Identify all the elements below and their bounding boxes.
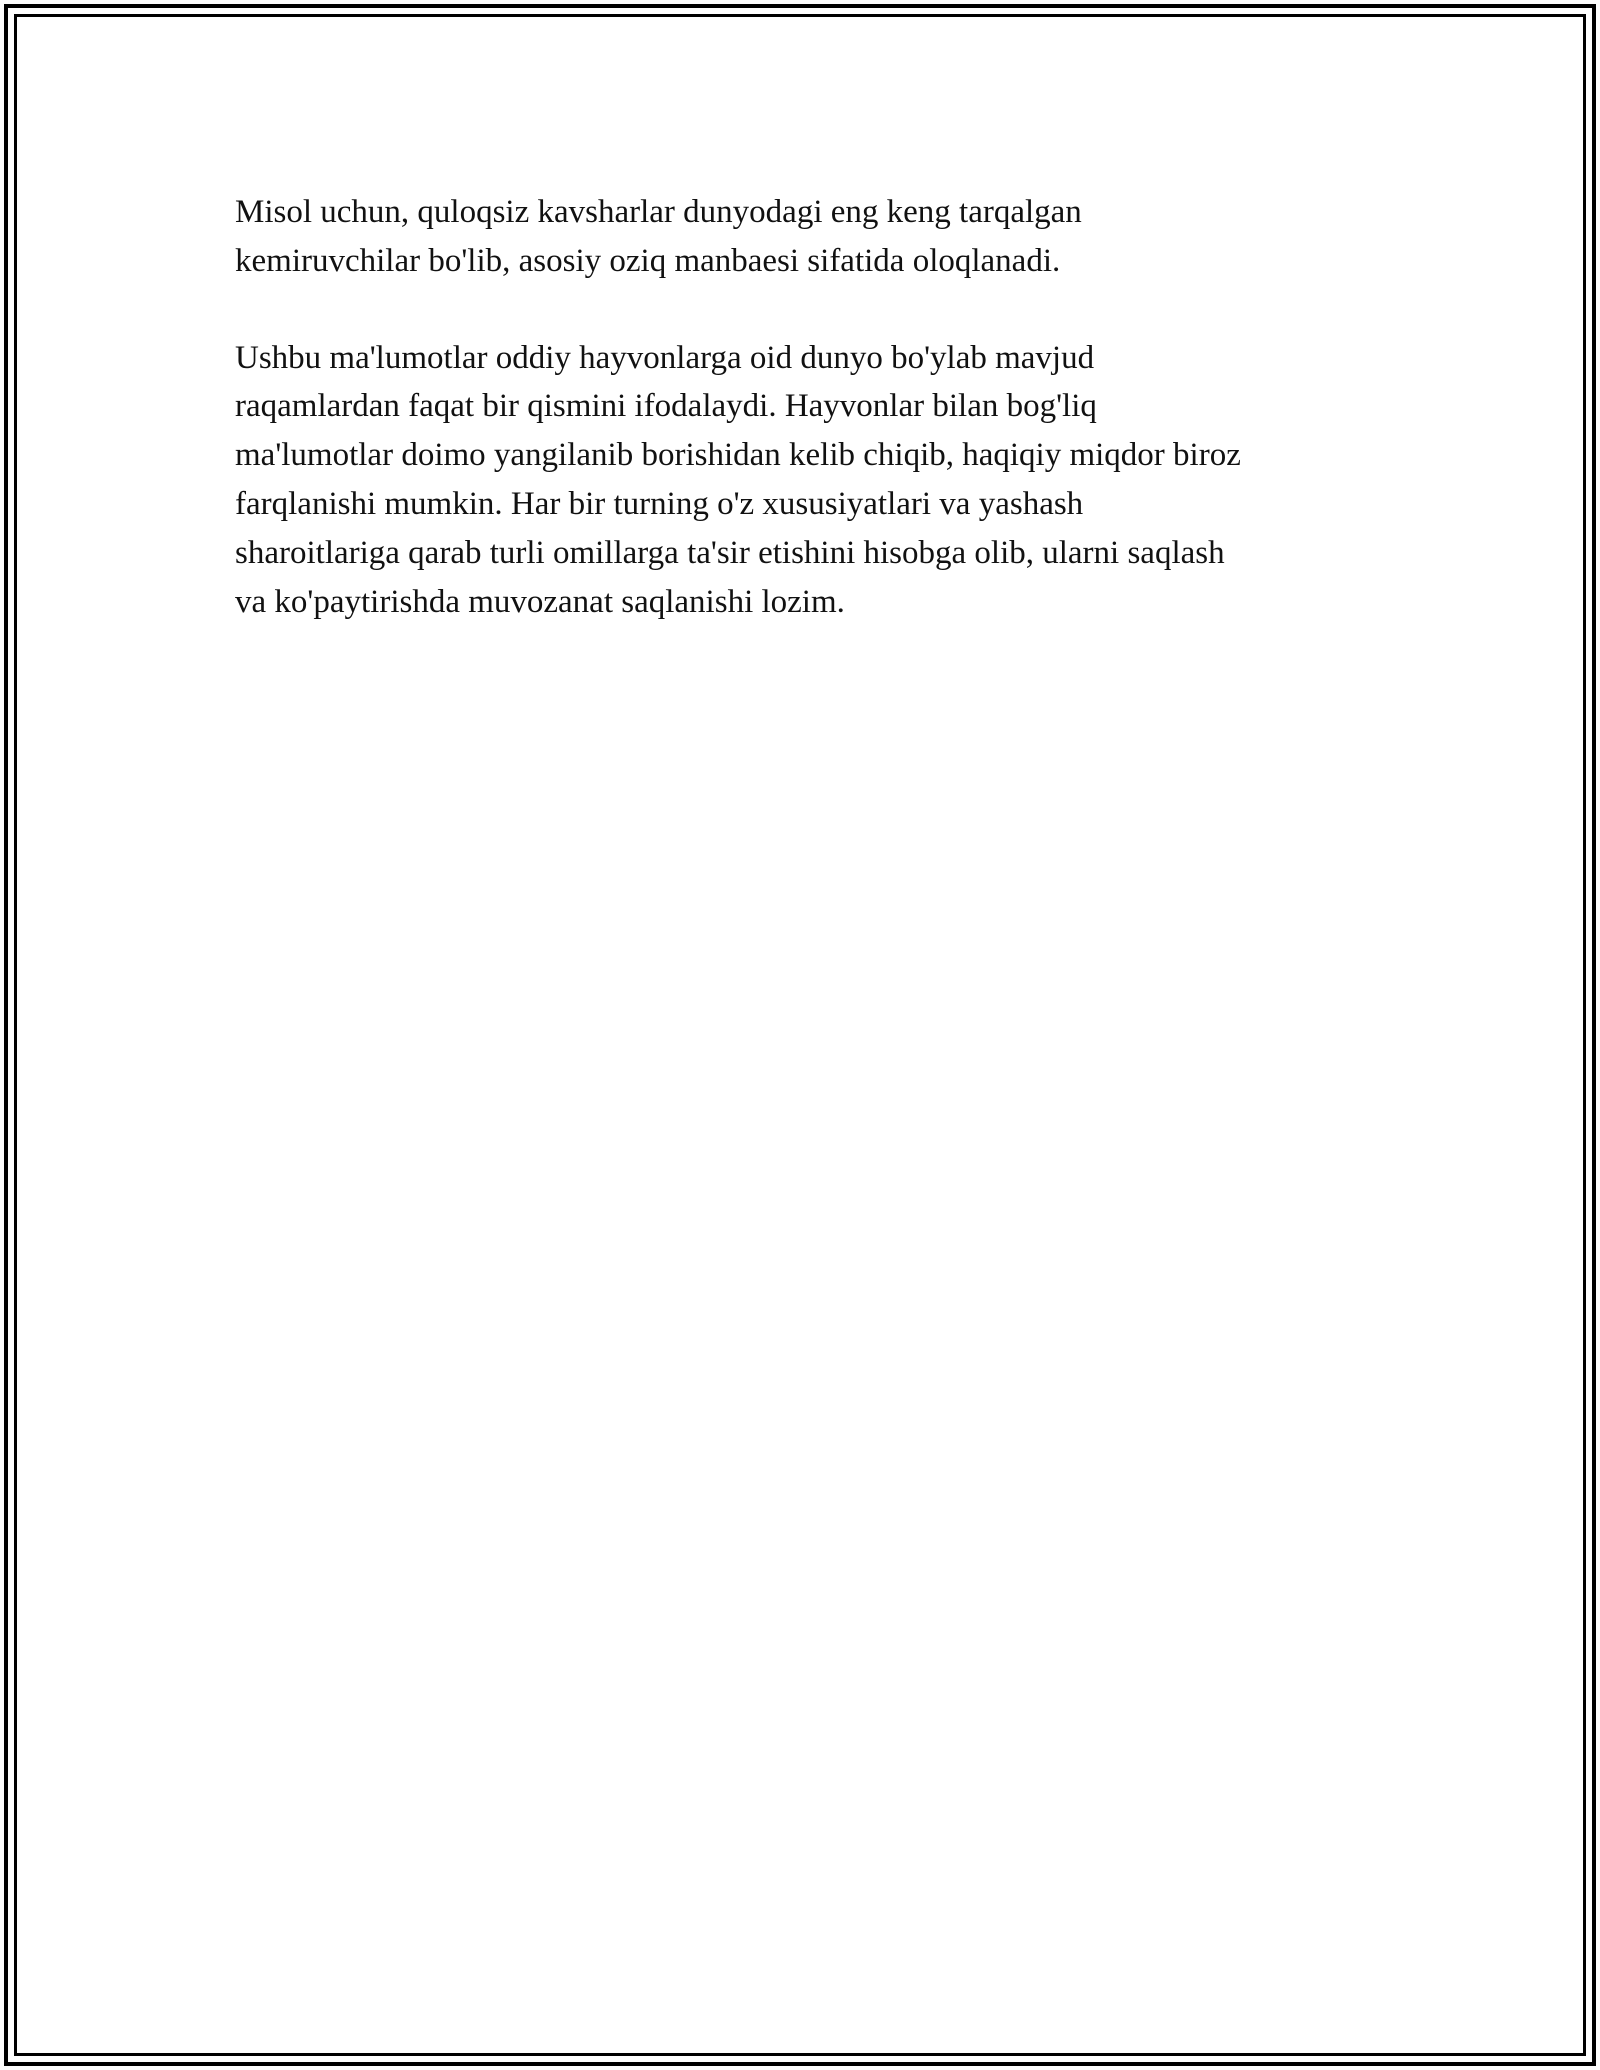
text-line: farqlanishi mumkin. Har bir turning o'z xususiyatlari va yashash: [235, 485, 1084, 522]
text-line: va ko'paytirishda muvozanat saqlanishi lozim.: [235, 583, 845, 620]
text-line: kemiruvchilar bo'lib, asosiy oziq manbaesi sifatida oloqlanadi.: [235, 242, 1061, 279]
text-line: Ushbu ma'lumotlar oddiy hayvonlarga oid dunyo bo'ylab mavjud: [235, 339, 1095, 376]
text-line: Misol uchun, quloqsiz kavsharlar dunyodagi eng keng tarqalgan: [235, 194, 1082, 230]
text-line: ma'lumotlar doimo yangilanib borishidan kelib chiqib, haqiqiy miqdor biroz: [235, 437, 1241, 474]
paragraph-1: [235, 188, 1365, 286]
text-line: sharoitlariga qarab turli omillarga ta'sir etishini hisobga olib, ularni saqlash: [235, 534, 1225, 571]
text-line: raqamlardan faqat bir qismini ifodalaydi. Hayvonlar bilan bog'liq: [235, 388, 1097, 425]
document-body: [235, 188, 1365, 626]
paragraph-2: [235, 334, 1365, 627]
